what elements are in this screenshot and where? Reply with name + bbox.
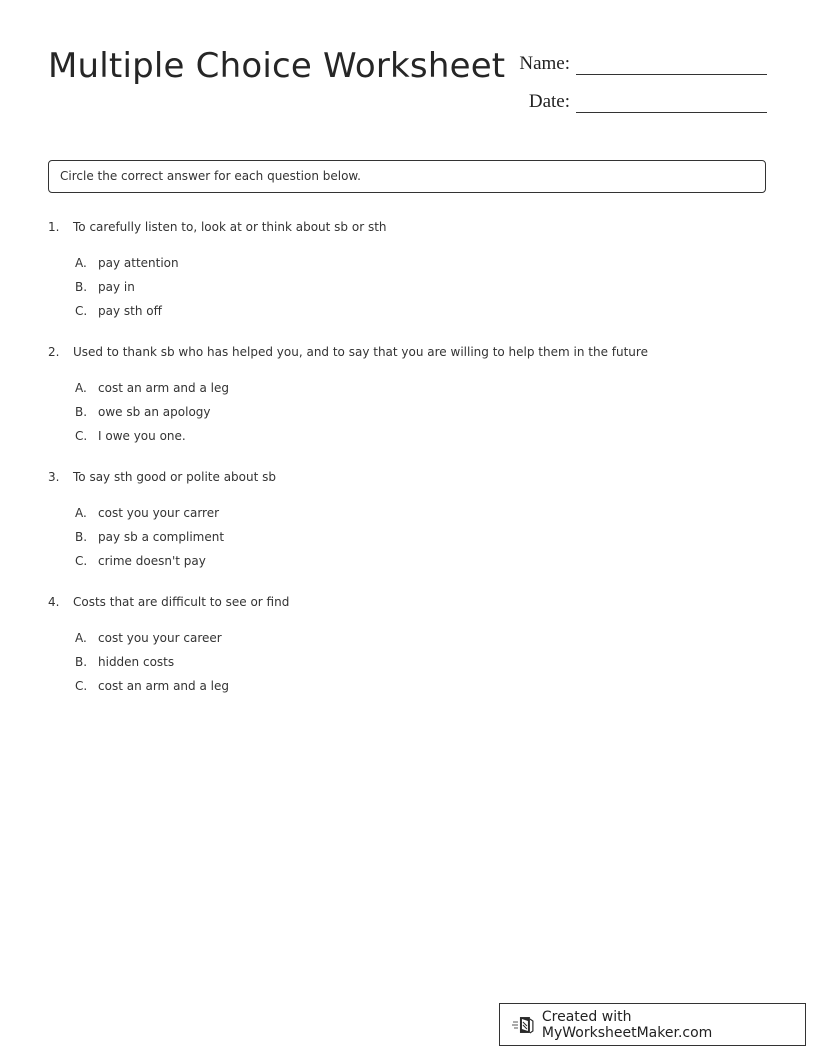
choice-letter: C. [75,304,88,318]
choice-text: cost you your career [98,631,222,645]
choice-text: pay attention [98,256,179,270]
choice-letter: C. [75,679,88,693]
date-field [500,92,767,112]
choice-letter: B. [75,280,88,294]
instructions-box: Circle the correct answer for each question below. [48,160,766,193]
choice-letter: C. [75,429,88,443]
date-blank-line [576,111,767,113]
date-label: Date: [528,91,570,112]
choice-a[interactable] [75,380,648,404]
question-text: Used to thank sb who has helped you, and to say that you are willing to help them in the future [73,345,648,359]
choice-letter: A. [75,506,87,520]
choice-a[interactable] [75,255,387,279]
question-text: To say sth good or polite about sb [73,470,277,484]
choice-c[interactable] [75,678,289,702]
question-3 [48,469,276,577]
choice-b[interactable] [75,654,289,678]
footer-text: Created with MyWorksheetMaker.com [541,1008,713,1041]
choice-letter: C. [75,554,88,568]
choice-b[interactable] [75,404,648,428]
question-number: 2. [48,345,60,359]
choice-letter: B. [75,655,88,669]
choice-letter: A. [75,256,87,270]
question-text: Costs that are difficult to see or find [73,595,290,609]
choice-list [75,255,387,327]
footer-credit[interactable] [499,1003,806,1046]
choice-b[interactable] [75,529,276,553]
choice-text: pay sb a compliment [98,530,225,544]
choice-text: crime doesn't pay [98,554,206,568]
name-field [500,54,767,74]
choice-letter: B. [75,405,88,419]
choice-text: I owe you one. [98,429,186,443]
choice-text: pay in [98,280,135,294]
question-text: To carefully listen to, look at or think about sb or sth [73,220,387,234]
question-number: 1. [48,220,60,234]
worksheet-maker-logo-icon [512,1015,534,1035]
choice-c[interactable] [75,303,387,327]
choice-letter: A. [75,631,87,645]
choice-list [75,630,289,702]
choice-b[interactable] [75,279,387,303]
choice-list [75,380,648,452]
choice-text: hidden costs [98,655,175,669]
choice-letter: A. [75,381,87,395]
choice-text: pay sth off [98,304,162,318]
name-blank-line [576,73,767,75]
choice-text: cost you your carrer [98,506,220,520]
choice-letter: B. [75,530,88,544]
choice-c[interactable] [75,553,276,577]
question-1 [48,219,387,327]
page-title: Multiple Choice Worksheet [48,46,506,86]
question-4 [48,594,289,702]
choice-a[interactable] [75,505,276,529]
choice-text: cost an arm and a leg [98,381,229,395]
choice-text: cost an arm and a leg [98,679,229,693]
choice-text: owe sb an apology [98,405,211,419]
question-2 [48,344,648,452]
choice-c[interactable] [75,428,648,452]
choice-list [75,505,276,577]
question-number: 3. [48,470,60,484]
name-label: Name: [519,53,570,74]
question-number: 4. [48,595,60,609]
choice-a[interactable] [75,630,289,654]
